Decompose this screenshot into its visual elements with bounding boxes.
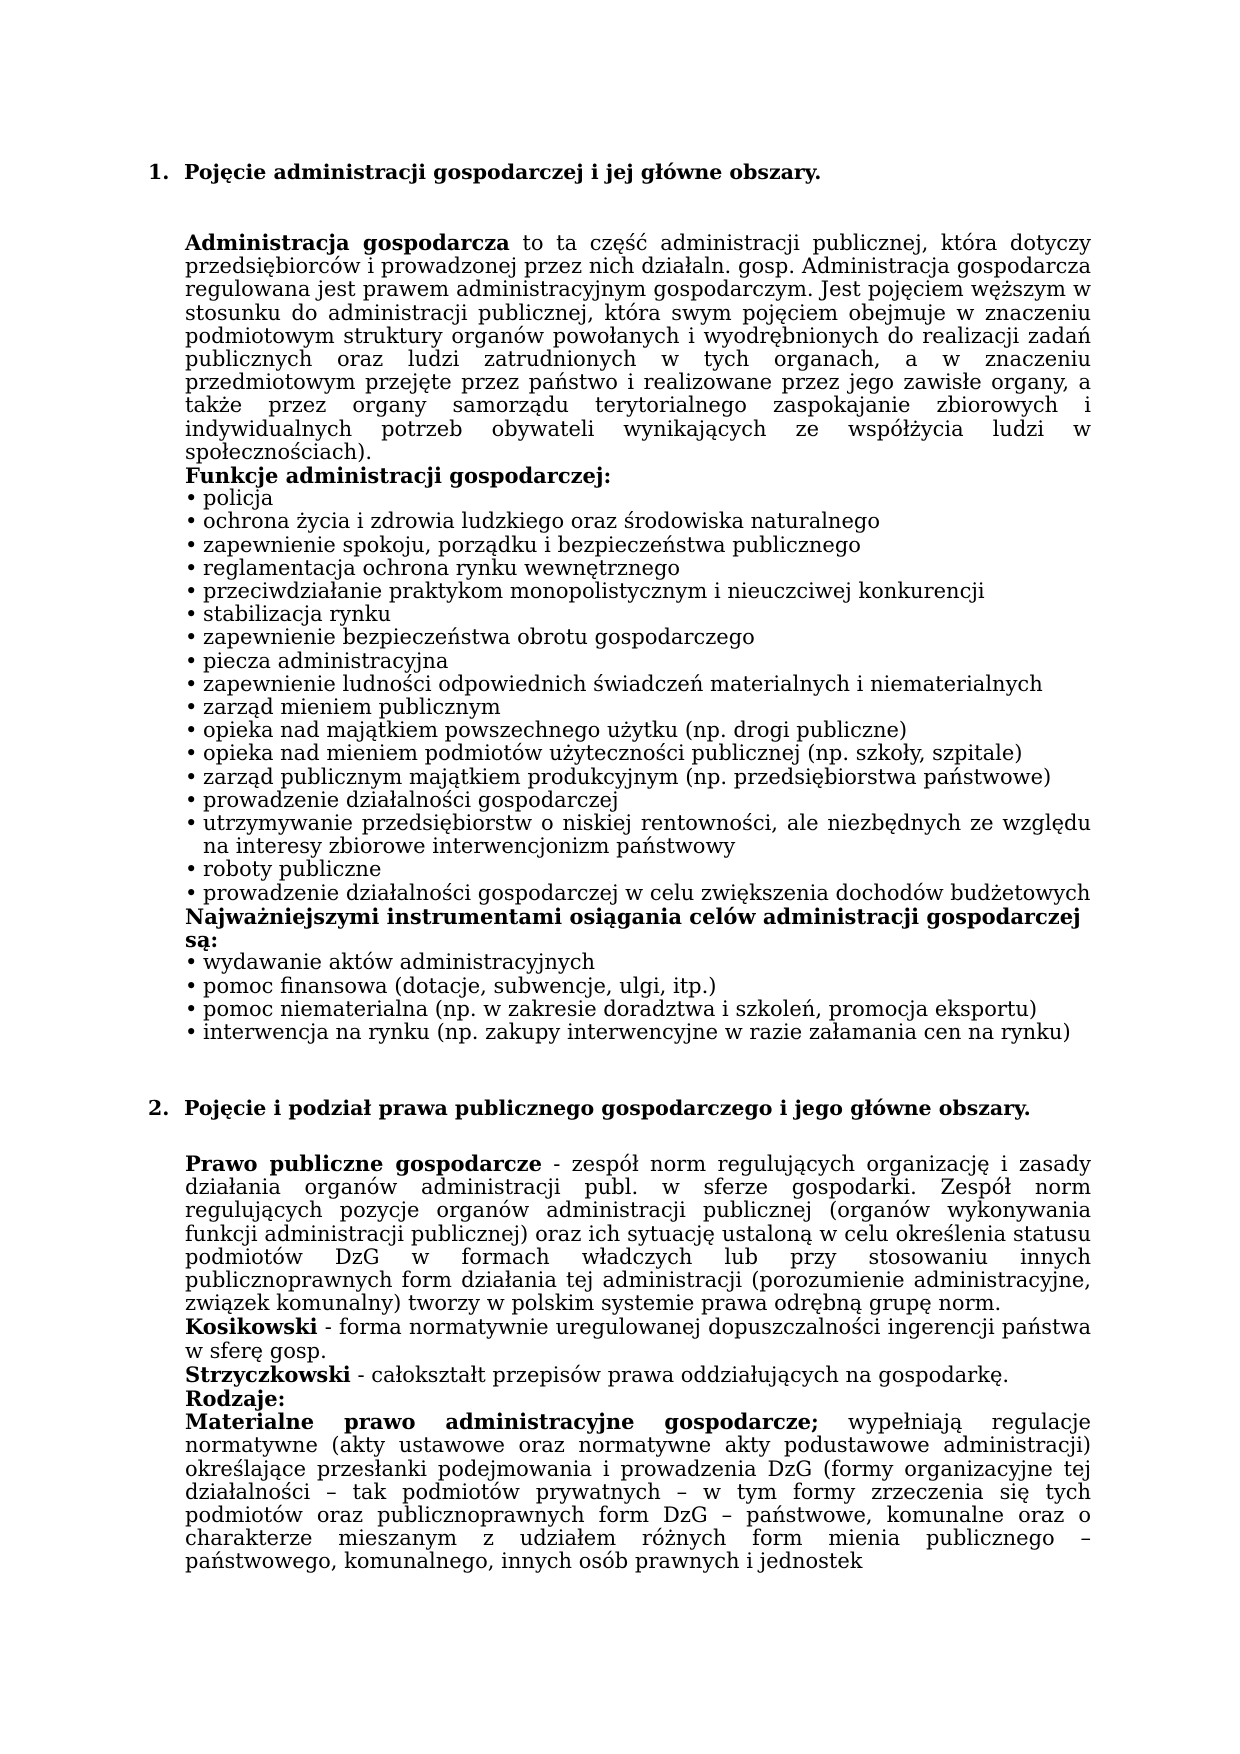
list-item [185,580,1091,603]
author-name: Strzyczkowski [185,1361,351,1387]
section-title: Pojęcie i podział prawa publicznego gospodarczego i jego główne obszary. [184,1096,1031,1120]
list-item-text: utrzymywanie przedsiębiorstw o niskiej rentowności, ale niezbędnych ze względu na interesy zbiorowe interwencjonizm państwowy [203,811,1091,859]
type-text: wypełniają regulacje normatywne (akty ustawowe oraz normatywne akty podustawowe administracji) określające przesłanki podejmowania i prowadzenia DzG (formy organizacyjne tej działalności – tak podmiotów prywatnych – w tym formy zrzeczenia się tych podmiotów oraz publicznoprawnych form DzG – państwowe, komunalne oraz o charakterze mieszanym z udziałem różnych form mienia publicznego – państwowego, komunalnego, innych osób prawnych i jednostek [185,1410,1091,1574]
list-item [185,858,1091,881]
section-number: 1. [148,160,170,184]
list-item [185,882,1091,905]
section-2-body [185,1152,1091,1574]
author-name: Kosikowski [185,1314,318,1340]
intro-text: to ta część administracji publicznej, która dotyczy przedsiębiorców i prowadzonej przez nich działaln. gosp. Administracja gospodarcza regulowana jest prawem administracyjnym gospodarczym. Jest pojęciem węższym w stosunku do administracji publicznej, która swym pojęciem obejmuje w znaczeniu podmiotowym struktury organów powołanych i wyodrębnionych do realizacji zadań publicznych oraz ludzi zatrudnionych w tych organach, a w znaczeniu przedmiotowym przejęte przez państwo i realizowane przez jego zawisłe organy, a także przez organy samorządu terytorialnego zaspokajanie zbiorowych i indywidualnych potrzeb obywateli wynikających ze współżycia ludzi w społecznościach). [185,231,1091,464]
list-item-text: pomoc niematerialna (np. w zakresie doradztwa i szkoleń, promocja eksportu) [203,996,1038,1021]
list-item [185,626,1091,649]
list-item-text: ochrona życia i zdrowia ludzkiego oraz środowiska naturalnego [203,509,880,534]
types-heading: Rodzaje: [185,1386,286,1412]
list-item [185,975,1091,998]
bullet-icon: • [185,532,198,557]
bullet-icon: • [185,880,198,905]
section-title: Pojęcie administracji gospodarczej i jej główne obszary. [184,160,822,184]
functions-heading: Funkcje administracji gospodarczej: [185,463,612,489]
strzyczkowski-definition [185,1363,1091,1387]
bullet-icon: • [185,509,198,534]
list-item-text: zapewnienie spokoju, porządku i bezpieczeństwa publicznego [203,532,861,557]
list-item-text: stabilizacja rynku [203,602,392,627]
bullet-icon: • [185,811,198,836]
list-item [185,742,1091,765]
section-1-body [185,231,1091,1044]
bullet-icon: • [185,764,198,789]
bullet-icon: • [185,602,198,627]
section-number: 2. [148,1096,170,1120]
functions-list [185,487,1091,905]
bullet-icon: • [185,579,198,604]
list-item [185,696,1091,719]
bullet-icon: • [185,718,198,743]
list-item-text: prowadzenie działalności gospodarczej w celu zwiększenia dochodów budżetowych [203,880,1091,905]
list-item [185,766,1091,789]
list-item [185,534,1091,557]
bullet-icon: • [185,973,198,998]
list-item [185,719,1091,742]
definition-paragraph [185,1152,1091,1315]
list-item-text: reglamentacja ochrona rynku wewnętrznego [203,555,681,580]
list-item [185,650,1091,673]
list-item [185,951,1091,974]
bullet-icon: • [185,787,198,812]
definition-term: Prawo publiczne gospodarcze [185,1151,542,1176]
instruments-heading: Najważniejszymi instrumentami osiągania celów administracji gospodarczej są: [185,903,1081,953]
type-term: Materialne prawo administracyjne gospodarcze; [185,1409,819,1435]
bullet-icon: • [185,857,198,882]
list-item [185,673,1091,696]
list-item-text: pomoc finansowa (dotacje, subwencje, ulgi, itp.) [203,973,717,998]
bullet-icon: • [185,950,198,975]
list-item-text: interwencja na rynku (np. zakupy interwencyjne w razie załamania cen na rynku) [203,1019,1071,1044]
list-item-text: przeciwdziałanie praktykom monopolistycznym i nieuczciwej konkurencji [203,579,985,604]
bullet-icon: • [185,671,198,696]
list-item-text: piecza administracyjna [203,648,449,673]
list-item-text: zarząd mieniem publicznym [203,695,501,720]
author-definition: - forma normatywnie uregulowanej dopuszczalności ingerencji państwa w sferę gosp. [185,1315,1091,1363]
list-item [185,510,1091,533]
bullet-icon: • [185,741,198,766]
bullet-icon: • [185,648,198,673]
list-item-text: zapewnienie ludności odpowiednich świadczeń materialnych i niematerialnych [203,671,1043,696]
list-item-text: zarząd publicznym majątkiem produkcyjnym (np. przedsiębiorstwa państwowe) [203,764,1052,789]
intro-term: Administracja gospodarcza [185,230,510,255]
list-item-text: opieka nad majątkiem powszechnego użytku (np. drogi publiczne) [203,718,908,743]
list-item-text: opieka nad mieniem podmiotów użyteczności publicznej (np. szkoły, szpitale) [203,741,1023,766]
bullet-icon: • [185,486,198,511]
list-item-text: policja [203,486,274,511]
bullet-icon: • [185,555,198,580]
list-item [185,603,1091,626]
list-item-text: roboty publiczne [203,857,382,882]
instruments-list [185,951,1091,1044]
bullet-icon: • [185,1019,198,1044]
author-definition: - całokształt przepisów prawa oddziałujących na gospodarkę. [350,1362,1010,1387]
list-item-text: zapewnienie bezpieczeństwa obrotu gospodarczego [203,625,755,650]
intro-paragraph [185,231,1091,464]
list-item-text: wydawanie aktów administracyjnych [203,950,596,975]
list-item [185,998,1091,1021]
list-item-text: prowadzenie działalności gospodarczej [203,787,619,812]
list-item [185,789,1091,812]
bullet-icon: • [185,695,198,720]
list-item [185,1021,1091,1044]
type-material-paragraph [185,1410,1091,1573]
kosikowski-definition [185,1315,1091,1362]
list-item [185,487,1091,510]
list-item [185,812,1091,858]
section-2-heading [148,1096,1148,1122]
list-item [185,557,1091,580]
bullet-icon: • [185,625,198,650]
section-1-heading [148,160,1148,186]
definition-text: - zespół norm regulujących organizację i zasady działania organów administracji publ. w sferze gospodarki. Zespół norm regulujących pozycje organów administracji publicznej (organów wykonywania funkcji administracji publicznej) oraz ich sytuację ustaloną w celu określenia statusu podmiotów DzG w formach władczych lub przy stosowaniu innych publicznoprawnych form działania tej administracji (porozumienie administracyjne, związek komunalny) tworzy w polskim systemie prawa odrębną grupę norm. [185,1152,1092,1316]
bullet-icon: • [185,996,198,1021]
